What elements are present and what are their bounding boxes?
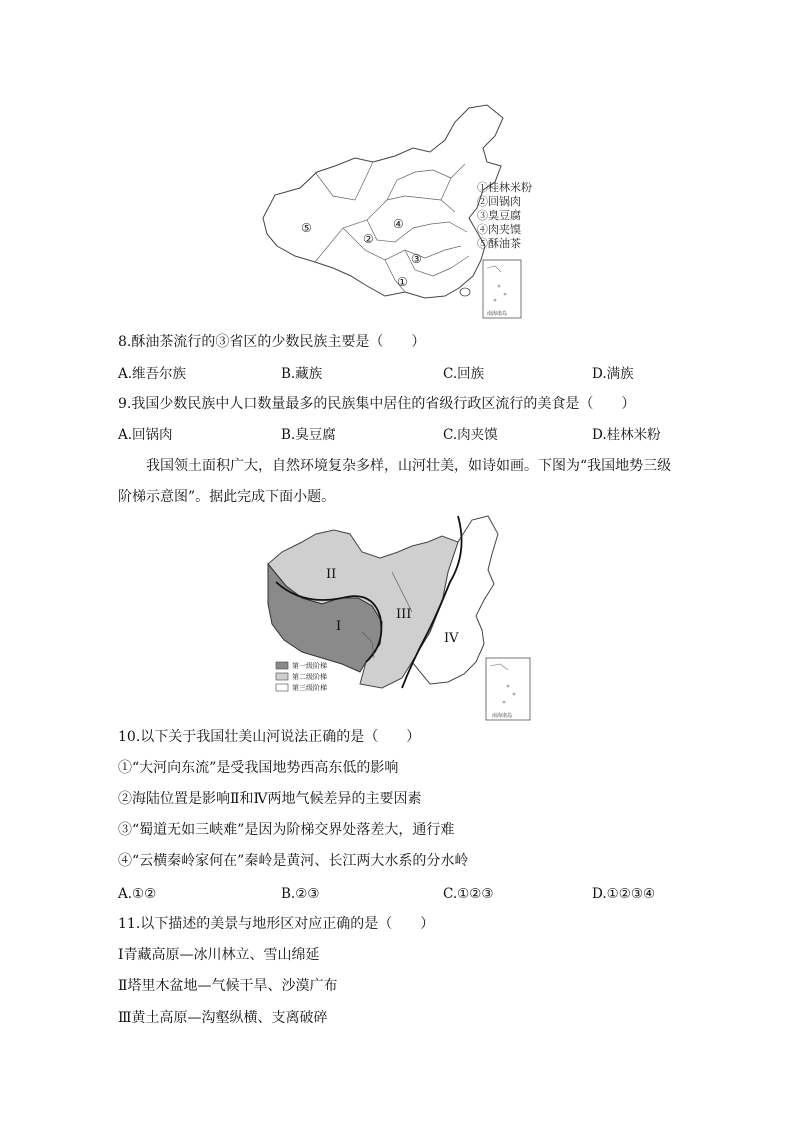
q9-option-d: D.桂林米粉	[592, 427, 661, 443]
q10-statement-1: ①“大河向东流”是受我国地势西高东低的影响	[118, 760, 399, 776]
legend-label-first: 第一级阶梯	[292, 662, 327, 670]
q10-statement-4: ④“云横秦岭家何在”秦岭是黄河、长江两大水系的分水岭	[118, 853, 469, 869]
legend-label-second: 第二级阶梯	[292, 673, 327, 681]
legend-swatch-third	[276, 684, 288, 691]
china-food-map	[255, 100, 550, 322]
china-outline	[263, 105, 503, 298]
map1-label-2: ②	[363, 232, 374, 246]
q9-stem: 9.我国少数民族中人口数量最多的民族集中居住的省级行政区流行的美食是（ ）	[118, 396, 636, 412]
map1-legend-4: ④肉夹馍	[477, 223, 521, 236]
region-label-2: II	[326, 567, 337, 582]
map1-label-4: ④	[393, 217, 404, 231]
map1-legend-3: ③臭豆腐	[477, 209, 521, 222]
q10-stem: 10.以下关于我国壮美山河说法正确的是（ ）	[118, 729, 421, 745]
q10-option-d: D.①②③④	[592, 886, 656, 902]
map1-inset-label: 南海诸岛	[487, 311, 508, 317]
map2-inset-frame	[486, 658, 530, 720]
q11-stem: 11.以下描述的美景与地形区对应正确的是（ ）	[118, 916, 435, 932]
q8-option-b: B.藏族	[281, 366, 323, 382]
q9-option-c: C.肉夹馍	[443, 427, 498, 443]
q8-stem: 8.酥油茶流行的③省区的少数民族主要是（ ）	[118, 334, 426, 350]
q11-statement-1: Ⅰ青藏高原—冰川林立、雪山绵延	[118, 947, 320, 963]
q8-option-c: C.回族	[443, 366, 485, 382]
map1-label-3: ③	[411, 252, 422, 266]
q9-option-a: A.回锅肉	[118, 427, 173, 443]
map1-label-1: ①	[397, 275, 408, 289]
map1-legend-2: ②回锅肉	[477, 195, 521, 208]
legend-label-third: 第三级阶梯	[292, 684, 327, 692]
map1-label-5: ⑤	[301, 221, 312, 235]
q10-option-a: A.①②	[118, 886, 157, 902]
map1-legend-1: ①桂林米粉	[477, 181, 532, 194]
region-label-1: I	[336, 619, 342, 634]
q10-option-c: C.①②③	[443, 886, 494, 902]
q10-statement-2: ②海陆位置是影响Ⅱ和Ⅳ两地气候差异的主要因素	[118, 791, 422, 807]
q10-statement-3: ③“蜀道无如三峡难”是因为阶梯交界处落差大，通行难	[118, 822, 455, 838]
q10-option-b: B.②③	[281, 886, 320, 902]
map1-legend-5: ⑤酥油茶	[477, 237, 521, 250]
legend-swatch-second	[276, 673, 288, 680]
map1-inset-frame	[483, 260, 521, 318]
q8-option-a: A.维吾尔族	[118, 366, 187, 382]
intro-paragraph: 我国领土面积广大，自然环境复杂多样，山河壮美，如诗如画。下图为“我国地势三级阶梯示意图”。据此完成下面小题。	[118, 458, 672, 505]
map2-inset-label: 南海诸岛	[492, 713, 513, 719]
q11-statement-2: Ⅱ塔里木盆地—气候干旱、沙漠广布	[118, 978, 338, 994]
legend-swatch-first	[276, 662, 288, 669]
terrain-steps-map	[262, 512, 560, 722]
region-label-3: III	[396, 607, 412, 622]
q11-statement-3: Ⅲ黄土高原—沟壑纵横、支离破碎	[118, 1010, 328, 1026]
region-label-4: IV	[444, 631, 459, 646]
q8-option-d: D.满族	[592, 366, 634, 382]
q9-option-b: B.臭豆腐	[281, 427, 336, 443]
